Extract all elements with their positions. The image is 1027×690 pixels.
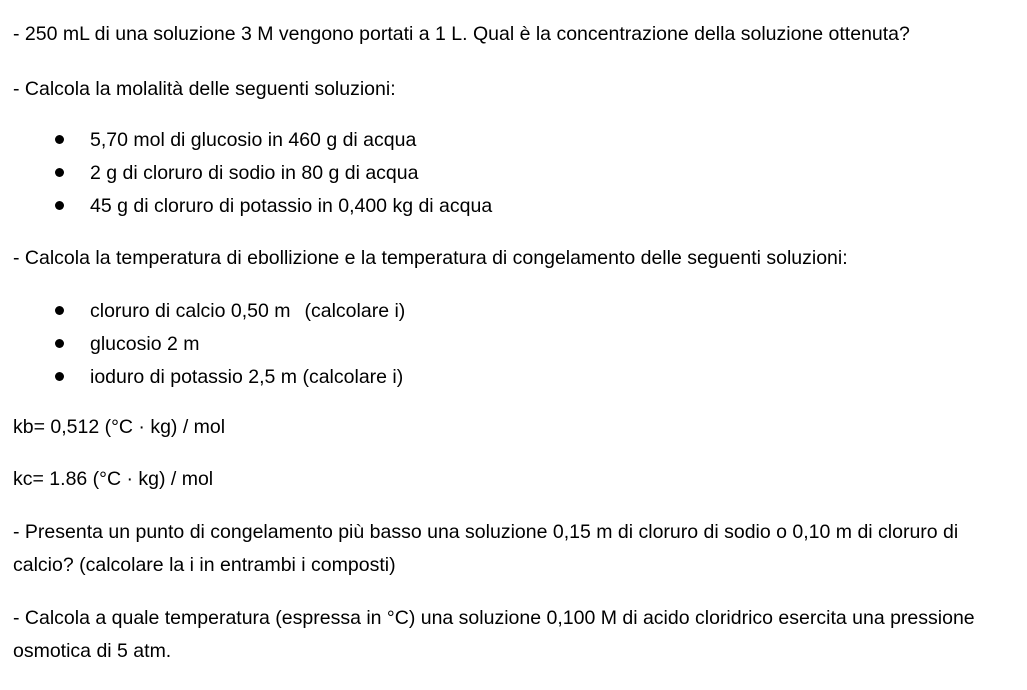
bullet-icon bbox=[55, 372, 64, 381]
list-item: 2 g di cloruro di sodio in 80 g di acqua bbox=[90, 162, 419, 184]
bullet-icon bbox=[55, 306, 64, 315]
bullet-icon bbox=[55, 135, 64, 144]
kb-constant: kb= 0,512 (°C · kg) / mol bbox=[13, 416, 226, 438]
list-item bbox=[90, 332, 199, 356]
exercise-2-intro: - Calcola la molalità delle seguenti soluzioni: bbox=[13, 78, 396, 100]
exercise-1: - 250 mL di una soluzione 3 M vengono portati a 1 L. Qual è la concentrazione della soluzione ottenuta? bbox=[13, 23, 910, 45]
exercise-5: - Calcola a quale temperatura (espressa in °C) una soluzione 0,100 M di acido cloridrico esercita una pressione osmotica di 5 atm. bbox=[13, 607, 975, 662]
bullet-icon bbox=[55, 201, 64, 210]
bullet-icon bbox=[55, 339, 64, 348]
kc-constant: kc= 1.86 (°C · kg) / mol bbox=[13, 468, 214, 490]
exercise-3-intro: - Calcola la temperatura di ebollizione e la temperatura di congelamento delle seguenti soluzioni: bbox=[13, 247, 848, 269]
list-item: 45 g di cloruro di potassio in 0,400 kg di acqua bbox=[90, 195, 493, 217]
list-item-main: glucosio 2 m bbox=[90, 333, 200, 355]
exercise-4: - Presenta un punto di congelamento più basso una soluzione 0,15 m di cloruro di sodio o 0,10 m di cloruro di calcio? (calcolare la i in entrambi i composti) bbox=[13, 521, 959, 576]
list-item-main: cloruro di calcio 0,50 m bbox=[90, 300, 291, 322]
bullet-icon bbox=[55, 168, 64, 177]
list-item-note: (calcolare i) bbox=[302, 366, 404, 388]
list-item: 5,70 mol di glucosio in 460 g di acqua bbox=[90, 129, 417, 151]
list-item-note: (calcolare i) bbox=[304, 300, 406, 322]
list-item bbox=[90, 365, 403, 389]
list-item-main: ioduro di potassio 2,5 m bbox=[90, 366, 298, 388]
list-item bbox=[90, 299, 405, 323]
